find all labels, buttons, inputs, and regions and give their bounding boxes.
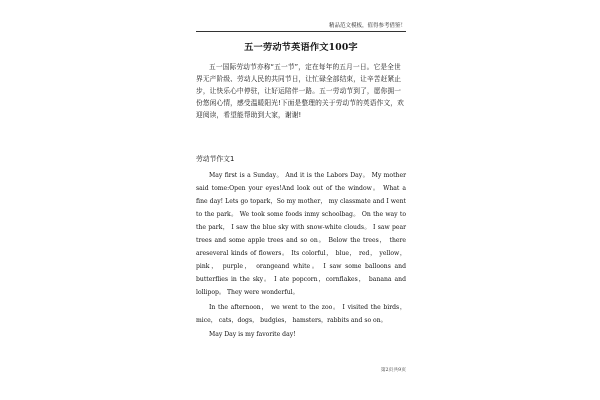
- intro-paragraph: 五一国际劳动节亦称“五一节”，定在每年的五月一日。它是全世界无产阶级、劳动人民的共同节日，让忙碌全部结束，让辛苦赶紧止步，让快乐心中停驻，让好运陪伴一路。五一劳动节到了，愿你拥一份悠闲心情，感受温暖阳光!下面是整理的关于劳动节的英语作文，欢迎阅读，希望能帮助到大家，谢谢!: [196, 63, 404, 120]
- page-title: 五一劳动节英语作文100字: [244, 42, 358, 53]
- section-heading: 劳动节作文1: [196, 155, 235, 163]
- essay-paragraph: May first is a Sunday。 And it is the Labors Day。 My mother said tome:Open your eyes!And look out of the window。 What a fine day! Lets go topark，So my mother， my classmate and I went to the park。 We took some foods inmy schoolbag。 On the way to the park， I saw the blue sky with snow-white clouds。 I saw pear trees and some apple trees and so on。 Below the trees， there areseveral kinds of flowers。 Its colorful， blue， red， yellow， pink， purple， orangeand white。 I saw some balloons and butterflies in the sky。 I ate popcorn，cornflakes， banana and lollipop。 They were wonderful。: [196, 172, 406, 296]
- header-note: 精品范文模板，值得参考借鉴！: [328, 23, 406, 29]
- header-divider: [196, 31, 406, 32]
- page-indicator: 第2页共9页: [380, 368, 406, 373]
- essay-paragraph: May Day is my favorite day!: [209, 331, 296, 338]
- essay-paragraph: In the afternoon， we went to the zoo。 I visited the birds，mice， cats，dogs， budgies， hamsters，rabbits and so on。: [196, 303, 406, 324]
- essay-body: [196, 169, 406, 341]
- document-page: [196, 0, 406, 400]
